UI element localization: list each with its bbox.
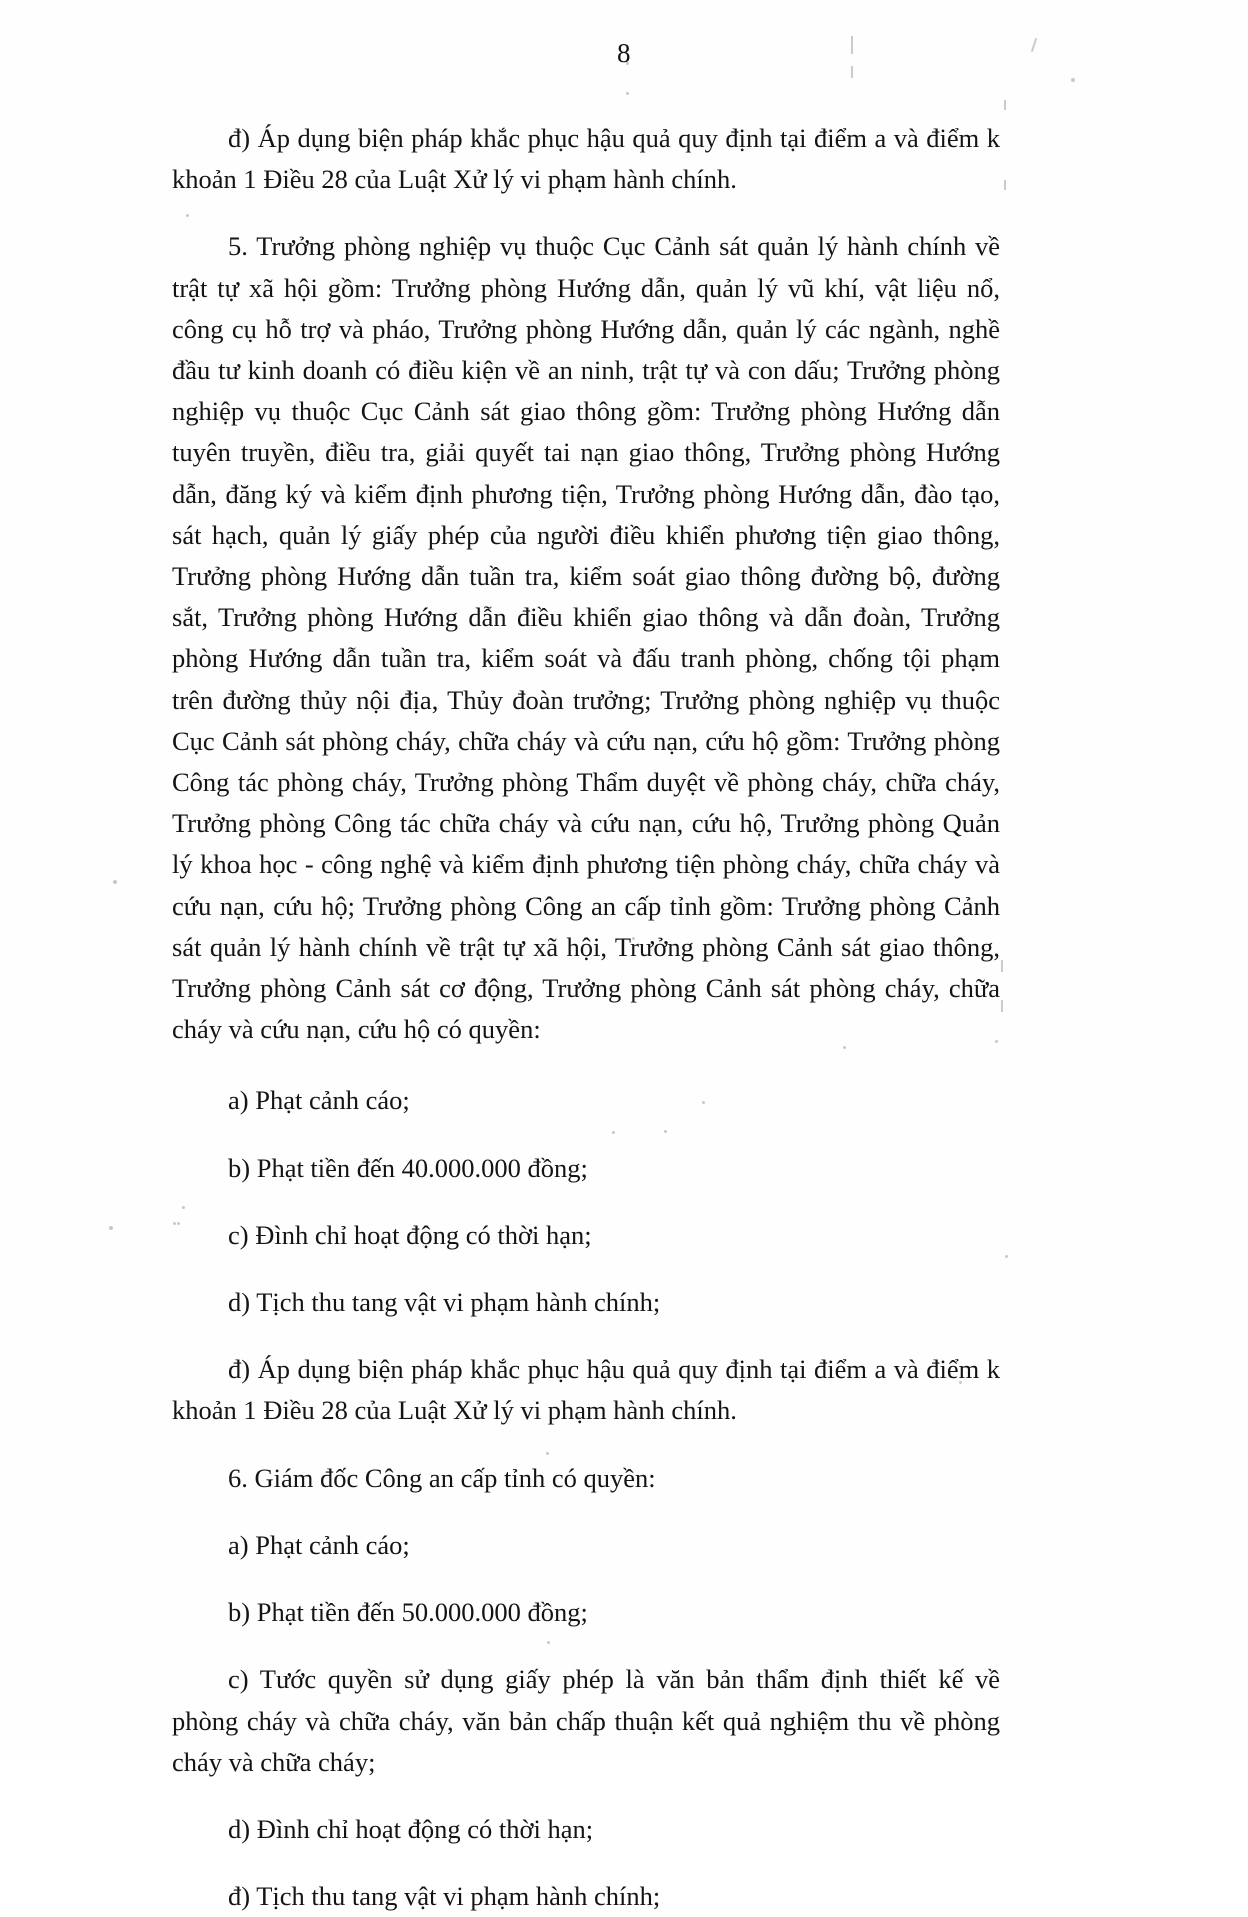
list-item: d) Tịch thu tang vật vi phạm hành chính; xyxy=(228,1287,661,1318)
spacer xyxy=(172,200,1000,226)
list-item: d) Đình chỉ hoạt động có thời hạn; xyxy=(228,1813,594,1844)
spacer xyxy=(172,1566,1000,1592)
paragraph-clause-5: 5. Trưởng phòng nghiệp vụ thuộc Cục Cảnh sát quản lý hành chính về trật tự xã hội gồm: Trưởng phòng Hướng dẫn, quản lý vũ khí, vật liệu nổ, công cụ hỗ trợ và pháo, Trưởng phòng Hướng dẫn, quản lý các ngành, nghề đầu tư kinh doanh có điều kiện về an ninh, trật tự và con dấu; Trưởng phòng nghiệp vụ thuộc Cục Cảnh sát giao thông gồm: Trưởng phòng Hướng dẫn tuyên truyền, điều tra, giải quyết tai nạn giao thông, Trưởng phòng Hướng dẫn, đăng ký và kiểm định phương tiện, Trưởng phòng Hướng dẫn, đào tạo, sát hạch, quản lý giấy phép của người điều khiển phương tiện giao thông, Trưởng phòng Hướng dẫn tuần tra, kiểm soát giao thông đường bộ, đường sắt, Trưởng phòng Hướng dẫn điều khiển giao thông và dẫn đoàn, Trưởng phòng Hướng dẫn tuần tra, kiểm soát và đấu tranh phòng, chống tội phạm trên đường thủy nội địa, Thủy đoàn trưởng; Trưởng phòng nghiệp vụ thuộc Cục Cảnh sát phòng cháy, chữa cháy và cứu nạn, cứu hộ gồm: Trưởng phòng Công tác phòng cháy, Trưởng phòng Thẩm duyệt về phòng cháy, chữa cháy, Trưởng phòng Công tác chữa cháy và cứu nạn, cứu hộ, Trưởng phòng Quản lý khoa học - công nghệ và kiểm định phương tiện phòng cháy, chữa cháy và cứu nạn, cứu hộ; Trưởng phòng Công an cấp tỉnh gồm: Trưởng phòng Cảnh sát quản lý hành chính về trật tự xã hội, Trưởng phòng Cảnh sát giao thông, Trưởng phòng Cảnh sát cơ động, Trưởng phòng Cảnh sát phòng cháy, chữa cháy và cứu nạn, cứu hộ có quyền: xyxy=(172,231,1000,1045)
list-item: b) Phạt tiền đến 50.000.000 đồng; xyxy=(228,1597,588,1628)
spacer xyxy=(172,1189,1000,1215)
scan-artifact xyxy=(1071,78,1075,82)
spacer xyxy=(172,1122,1000,1148)
spacer xyxy=(172,1499,1000,1525)
spacer xyxy=(172,1432,1000,1458)
paragraph-clause-6: 6. Giám đốc Công an cấp tỉnh có quyền: xyxy=(228,1462,656,1493)
paragraph-carryover: đ) Áp dụng biện pháp khắc phục hậu quả quy định tại điểm a và điểm k khoản 1 Điều 28 của Luật Xử lý vi phạm hành chính. xyxy=(172,123,1000,195)
list-item: c) Tước quyền sử dụng giấy phép là văn bản thẩm định thiết kế về phòng cháy và chữa cháy, văn bản chấp thuận kết quả nghiệm thu về phòng cháy và chữa cháy; xyxy=(172,1664,1000,1777)
spacer xyxy=(172,1323,1000,1349)
spacer xyxy=(172,1633,1000,1659)
page-number: 8 xyxy=(617,38,631,68)
spacer xyxy=(172,1783,1000,1809)
scan-artifact xyxy=(626,92,629,95)
scan-artifact xyxy=(1004,100,1006,110)
scan-artifact xyxy=(1001,1000,1003,1012)
list-item: đ) Áp dụng biện pháp khắc phục hậu quả quy định tại điểm a và điểm k khoản 1 Điều 28 của Luật Xử lý vi phạm hành chính. xyxy=(172,1354,1000,1426)
document-body xyxy=(172,118,1000,1917)
list-item: a) Phạt cảnh cáo; xyxy=(228,1085,410,1116)
list-item: b) Phạt tiền đến 40.000.000 đồng; xyxy=(228,1152,588,1183)
scan-artifact xyxy=(1004,180,1006,190)
scan-artifact xyxy=(1001,960,1003,972)
list-item: c) Đình chỉ hoạt động có thời hạn; xyxy=(228,1219,592,1250)
spacer xyxy=(172,1050,1000,1080)
scan-artifact xyxy=(113,880,117,884)
list-item: a) Phạt cảnh cáo; xyxy=(228,1529,410,1560)
spacer xyxy=(172,1850,1000,1876)
spacer xyxy=(172,1256,1000,1282)
scan-artifact xyxy=(1005,1255,1008,1258)
scan-artifact xyxy=(109,1226,113,1230)
list-item: đ) Tịch thu tang vật vi phạm hành chính; xyxy=(228,1881,661,1912)
